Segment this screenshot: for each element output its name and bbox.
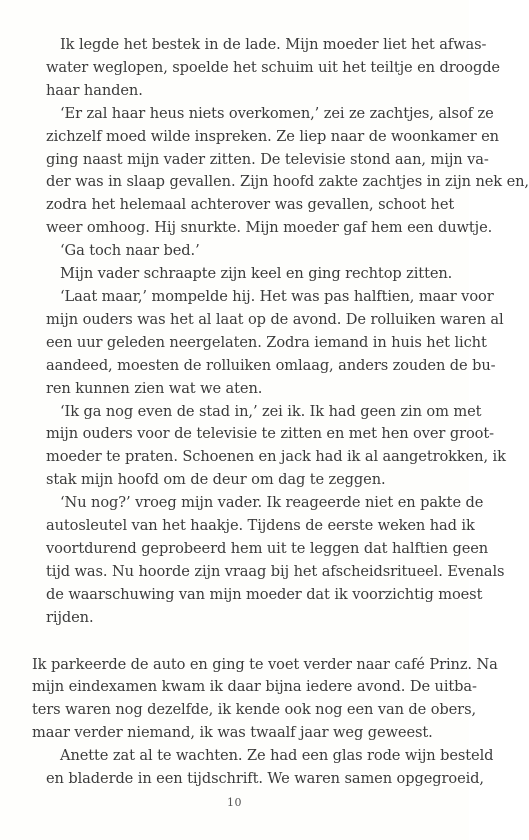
text-line: ters waren nog dezelfde, ik kende ook nog een van de obers,	[32, 701, 476, 719]
text-line: mijn ouders was het al laat op de avond. De rolluiken waren al	[46, 310, 504, 328]
text-line: ren kunnen zien wat we aten.	[46, 379, 263, 397]
section-break	[32, 630, 432, 654]
text-line: zichzelf moed wilde inspreken. Ze liep naar de woonkamer en	[46, 127, 499, 145]
paragraph	[32, 240, 432, 263]
text-line: mijn eindexamen kwam ik daar bijna iedere avond. De uitba-	[32, 678, 477, 696]
body-text	[32, 34, 529, 791]
page-number: 10	[227, 796, 242, 809]
text-line: ‘Laat maar,’ mompelde hij. Het was pas halftien, maar voor	[60, 287, 494, 305]
text-line: water weglopen, spoelde het schuim uit het teiltje en droogde	[46, 58, 500, 76]
paragraph	[32, 401, 506, 493]
text-line: Mijn vader schraapte zijn keel en ging rechtop zitten.	[60, 265, 453, 283]
text-line: mijn ouders voor de televisie te zitten en met hen over groot-	[46, 425, 494, 443]
text-line: der was in slaap gevallen. Zijn hoofd zakte zachtjes in zijn nek en,	[46, 173, 529, 191]
text-line: Anette zat al te wachten. Ze had een glas rode wijn besteld	[60, 747, 494, 765]
text-line: aandeed, moesten de rolluiken omlaag, anders zouden de bu-	[46, 356, 496, 374]
paragraph	[32, 103, 529, 240]
paragraph	[32, 492, 505, 629]
text-line: tijd was. Nu hoorde zijn vraag bij het afscheidsritueel. Evenals	[46, 562, 505, 580]
text-line: en bladerde in een tijdschrift. We waren samen opgegroeid,	[46, 770, 484, 788]
text-line: haar handen.	[46, 81, 143, 99]
text-line: weer omhoog. Hij snurkte. Mijn moeder gaf hem een duwtje.	[46, 219, 493, 237]
text-line: autosleutel van het haakje. Tijdens de eerste weken had ik	[46, 517, 475, 535]
section-two	[32, 654, 498, 791]
text-line: rijden.	[46, 608, 94, 626]
text-line: een uur geleden neergelaten. Zodra iemand in huis het licht	[46, 333, 487, 351]
paragraph	[32, 34, 500, 103]
text-line: ‘Ga toch naar bed.’	[60, 242, 200, 260]
text-line: voortdurend geprobeerd hem uit te leggen dat halftien geen	[46, 539, 489, 557]
paragraph	[32, 263, 453, 286]
text-line: ‘Er zal haar heus niets overkomen,’ zei ze zachtjes, alsof ze	[60, 104, 494, 122]
text-line: Ik parkeerde de auto en ging te voet verder naar café Prinz. Na	[32, 655, 498, 673]
paragraph	[32, 286, 504, 401]
text-line: zodra het helemaal achterover was gevallen, schoot het	[46, 196, 455, 214]
section-one	[32, 34, 529, 630]
text-line: Ik legde het bestek in de lade. Mijn moeder liet het afwas-	[60, 36, 487, 53]
text-line: ging naast mijn vader zitten. De televisie stond aan, mijn va-	[46, 150, 489, 168]
text-line: moeder te praten. Schoenen en jack had ik al aangetrokken, ik	[46, 448, 506, 466]
text-line: ‘Nu nog?’ vroeg mijn vader. Ik reageerde niet en pakte de	[60, 494, 484, 512]
text-line: ‘Ik ga nog even de stad in,’ zei ik. Ik had geen zin om met	[60, 402, 482, 420]
text-line: de waarschuwing van mijn moeder dat ik voorzichtig moest	[46, 585, 483, 603]
text-line: maar verder niemand, ik was twaalf jaar weg geweest.	[32, 724, 433, 742]
paragraph	[32, 745, 494, 791]
text-line: stak mijn hoofd om de deur om dag te zeggen.	[46, 471, 386, 489]
paragraph	[32, 654, 498, 746]
